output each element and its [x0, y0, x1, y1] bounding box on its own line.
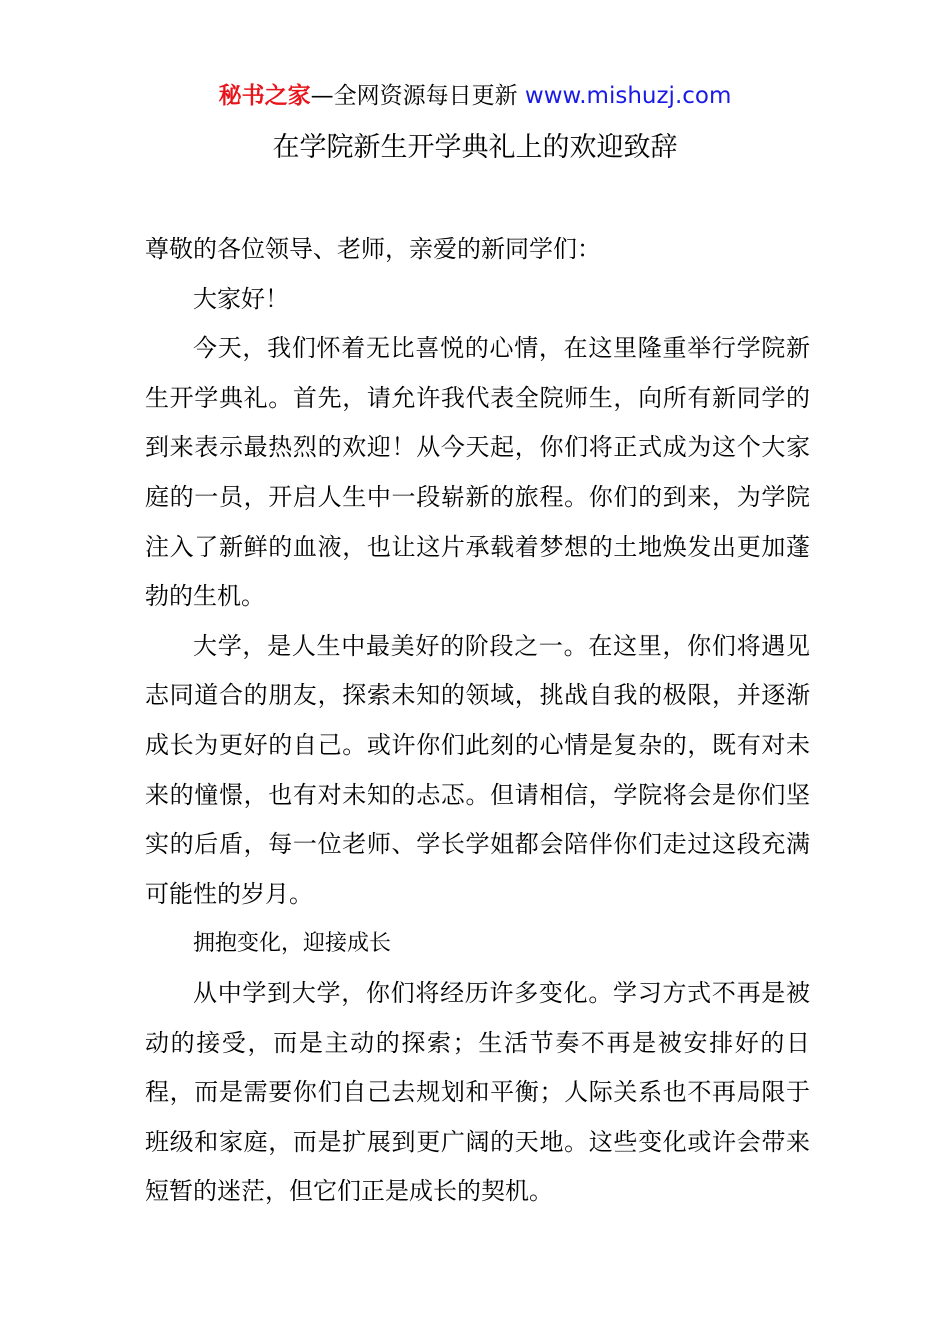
paragraph-university: 大学，是人生中最美好的阶段之一。在这里，你们将遇见志同道合的朋友，探索未知的领域，挑战自我的极限，并逐渐成长为更好的自己。或许你们此刻的心情是复杂的，既有对未来的憧憬，也有对未知的忐忑。但请相信，学院将会是你们坚实的后盾，每一位老师、学长学姐都会陪伴你们走过这段充满可能性的岁月。 — [145, 631, 810, 908]
document-body — [145, 225, 810, 1217]
brand-name: 秘书之家 — [218, 83, 311, 109]
site-url-link[interactable]: www.mishuzj.com — [524, 83, 732, 109]
salutation: 尊敬的各位领导、老师，亲爱的新同学们： — [145, 235, 601, 263]
greeting: 大家好！ — [193, 284, 289, 313]
site-header — [0, 80, 950, 112]
paragraph-change: 从中学到大学，你们将经历许多变化。学习方式不再是被动的接受，而是主动的探索；生活节奏不再是被安排好的日程，而是需要你们自己去规划和平衡；人际关系也不再局限于班级和家庭，而是扩展到更广阔的天地。这些变化或许会带来短暂的迷茫，但它们正是成长的契机。 — [145, 978, 810, 1206]
header-tagline: —全网资源每日更新 — [310, 83, 518, 109]
paragraph-welcome: 今天，我们怀着无比喜悦的心情，在这里隆重举行学院新生开学典礼。首先，请允许我代表全院师生，向所有新同学的到来表示最热烈的欢迎！从今天起，你们将正式成为这个大家庭的一员，开启人生中一段崭新的旅程。你们的到来，为学院注入了新鲜的血液，也让这片承载着梦想的土地焕发出更加蓬勃的生机。 — [145, 334, 810, 611]
section-subheading: 拥抱变化，迎接成长 — [193, 931, 392, 957]
document-title: 在学院新生开学典礼上的欢迎致辞 — [272, 132, 678, 163]
